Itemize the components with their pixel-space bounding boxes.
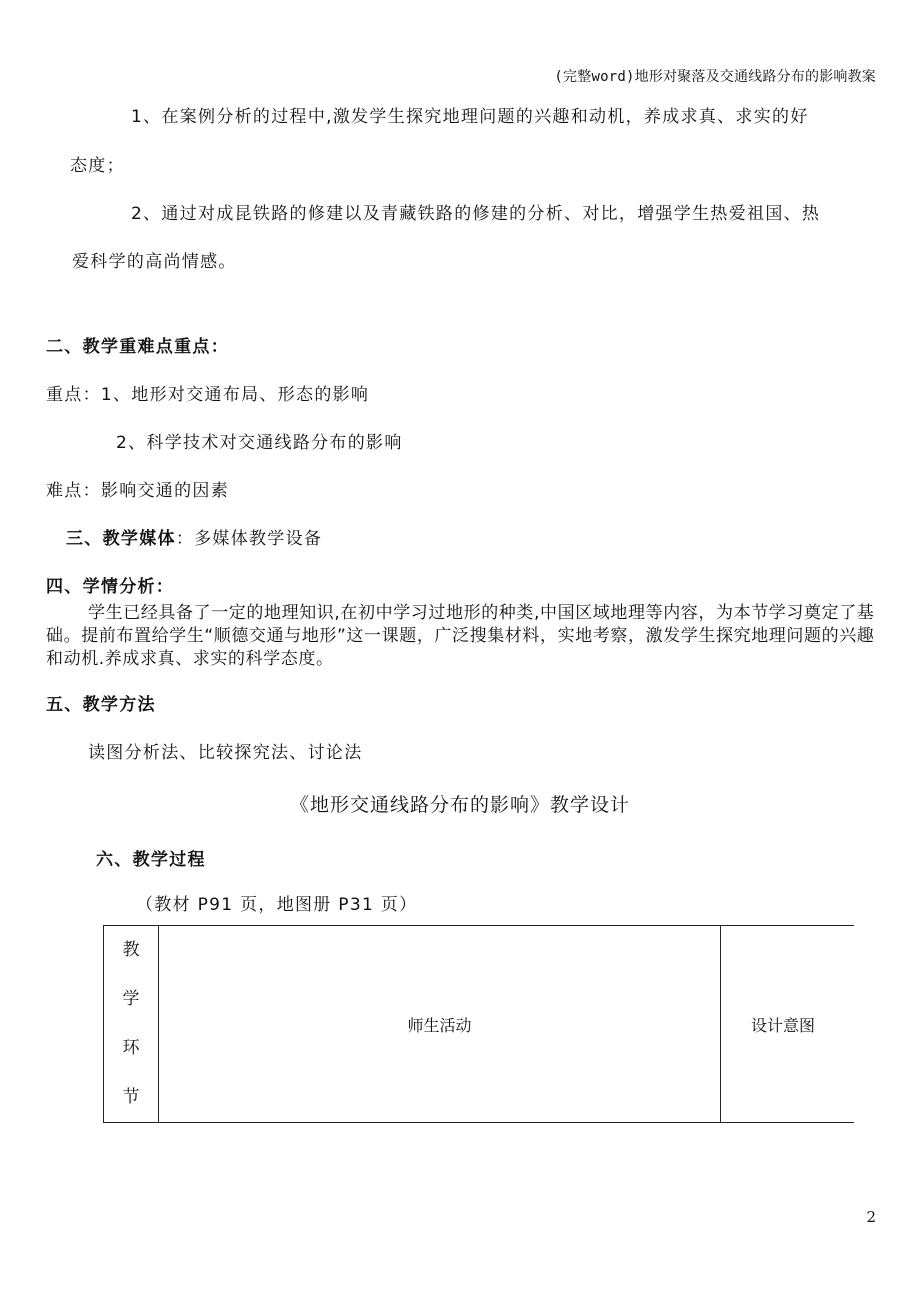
goal-item-1-line-1: 1、在案例分析的过程中,激发学生探究地理问题的兴趣和动机，养成求真、求实的好 (131, 107, 809, 127)
section-2-heading: 二、教学重难点重点： (46, 337, 229, 357)
section-3-line (66, 524, 322, 549)
section-6-heading: 六、教学过程 (96, 850, 206, 870)
section-4-heading: 四、学情分析： (46, 577, 175, 597)
section-4-paragraph: 学生已经具备了一定的地理知识,在初中学习过地形的种类,中国区域地理等内容，为本节学习奠定了基础。提前布置给学生“顺德交通与地形”这一课题，广泛搜集材料，实地考察，激发学生探究地理问题的兴趣和动机.养成求真、求实的科学态度。 (46, 603, 875, 669)
section-3-label: 三、教学媒体 (66, 529, 176, 549)
stage-char-1: 教 (122, 940, 140, 960)
lesson-process-table (103, 925, 854, 1123)
table-header-row (104, 926, 855, 1123)
section-6-reference: （教材 P91 页，地图册 P31 页） (136, 895, 418, 915)
design-intent-header: 设计意图 (721, 926, 855, 1123)
stage-char-2: 学 (122, 989, 140, 1009)
teacher-student-activity-header: 师生活动 (159, 926, 721, 1123)
section-5-heading: 五、教学方法 (46, 695, 156, 715)
goal-item-2-line-2: 爱科学的高尚情感。 (72, 252, 237, 272)
difficulty-point: 难点：影响交通的因素 (46, 481, 229, 501)
stage-char-4: 节 (122, 1087, 140, 1107)
document-header: (完整word)地形对聚落及交通线路分布的影响教案 (554, 69, 876, 85)
goal-item-1-line-2: 态度； (70, 156, 125, 176)
page-number: 2 (866, 1208, 876, 1226)
key-point-1: 重点：1、地形对交通布局、形态的影响 (46, 385, 370, 405)
teaching-stage-header (104, 926, 159, 1123)
design-title: 《地形交通线路分布的影响》教学设计 (289, 794, 630, 816)
stage-char-3: 环 (122, 1038, 140, 1058)
section-5-methods: 读图分析法、比较探究法、讨论法 (88, 743, 363, 763)
section-3-value: ：多媒体教学设备 (175, 529, 323, 549)
key-point-2: 2、科学技术对交通线路分布的影响 (116, 433, 403, 453)
goal-item-2-line-1: 2、通过对成昆铁路的修建以及青藏铁路的修建的分析、对比，增强学生热爱祖国、热 (131, 204, 821, 224)
